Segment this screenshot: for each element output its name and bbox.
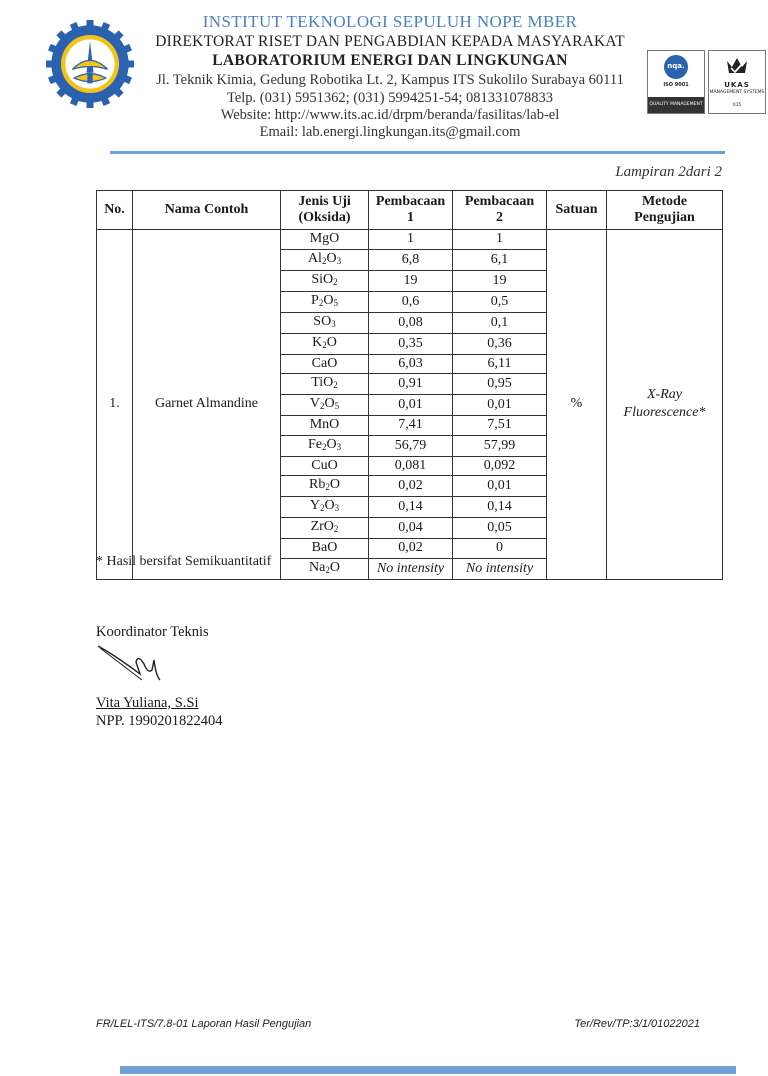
- phone: Telp. (031) 5951362; (031) 5994251-54; 081331078833: [226, 90, 553, 106]
- header-reading-1: Pembacaan 1: [369, 191, 453, 230]
- oxide-cell: BaO: [281, 539, 369, 559]
- oxide-cell: SiO$_2$: [281, 270, 369, 291]
- reading-1-cell: 7,41: [369, 416, 453, 436]
- reading-1-cell: 56,79: [369, 435, 453, 456]
- reading-2-cell: 0,14: [453, 497, 547, 518]
- header-divider: [110, 151, 725, 154]
- nqa-caption: QUALITY MANAGEMENT: [649, 102, 703, 107]
- reading-2-cell: 7,51: [453, 416, 547, 436]
- footnote: * Hasil bersifat Semikuantitatif: [96, 554, 272, 569]
- footer-form-code: FR/LEL-ITS/7.8-01 Laporan Hasil Pengujian: [96, 1018, 312, 1030]
- reading-2-cell: 57,99: [453, 435, 547, 456]
- ukas-badge: [708, 50, 766, 114]
- oxide-cell: $Al_2O_3$: [281, 249, 369, 270]
- oxide-cell: $Fe_2O_3$: [281, 435, 369, 456]
- reading-1-cell: 0,02: [369, 539, 453, 559]
- reading-2-cell: 1: [453, 230, 547, 250]
- table-row: [97, 230, 723, 250]
- signatory-npp: NPP. 1990201822404: [96, 713, 223, 729]
- address: Jl. Teknik Kimia, Gedung Robotika Lt. 2, Kampus ITS Sukolilo Surabaya 60111: [156, 72, 624, 88]
- reading-2-cell: 0: [453, 539, 547, 559]
- nqa-badge: [647, 50, 705, 114]
- oxide-cell: MgO: [281, 230, 369, 250]
- unit-cell: %: [547, 230, 607, 580]
- nqa-logo-text: nqa.: [667, 62, 685, 70]
- signatory-name: Vita Yuliana, S.Si: [96, 695, 199, 711]
- lab-name: LABORATORIUM ENERGI DAN LINGKUNGAN: [212, 52, 568, 69]
- reading-2-cell: 0,1: [453, 312, 547, 333]
- reading-1-cell: 0,6: [369, 291, 453, 312]
- oxide-cell: MnO: [281, 416, 369, 436]
- reading-2-cell: 0,01: [453, 476, 547, 497]
- reading-1-cell: 0,01: [369, 395, 453, 416]
- crown-icon: [709, 53, 765, 79]
- header-test: Jenis Uji (Oksida): [281, 191, 369, 230]
- its-logo-icon: [46, 20, 134, 108]
- header-reading-2: Pembacaan 2: [453, 191, 547, 230]
- row-number: 1.: [97, 230, 133, 580]
- reading-2-cell: 0,5: [453, 291, 547, 312]
- results-table: [96, 190, 723, 580]
- reading-1-cell: 0,35: [369, 333, 453, 354]
- reading-1-cell: 19: [369, 270, 453, 291]
- reading-2-cell: No intensity: [453, 558, 547, 579]
- oxide-cell: $Na_2O$: [281, 558, 369, 579]
- method-cell: X-Ray Fluorescence*: [607, 230, 723, 580]
- ukas-caption: MANAGEMENT SYSTEMS: [709, 90, 765, 95]
- footer-revision: Ter/Rev/TP:3/1/01022021: [574, 1018, 700, 1030]
- reading-1-cell: 1: [369, 230, 453, 250]
- header-sample: Nama Contoh: [133, 191, 281, 230]
- oxide-cell: $Rb_2O$: [281, 476, 369, 497]
- institute-name: INSTITUT TEKNOLOGI SEPULUH NOPE MBER: [202, 12, 578, 31]
- nqa-standard: ISO 9001: [663, 82, 689, 88]
- oxide-cell: $V_2O_5$: [281, 395, 369, 416]
- oxide-cell: $P_2O_5$: [281, 291, 369, 312]
- ukas-logo-text: UKAS: [724, 81, 750, 89]
- oxide-cell: CaO: [281, 354, 369, 374]
- signatory-title: Koordinator Teknis: [96, 624, 209, 640]
- reading-2-cell: 6,11: [453, 354, 547, 374]
- reading-1-cell: 0,91: [369, 374, 453, 395]
- directorate-name: DIREKTORAT RISET DAN PENGABDIAN KEPADA MASYARAKAT: [155, 33, 625, 50]
- reading-2-cell: 0,01: [453, 395, 547, 416]
- reading-1-cell: 0,14: [369, 497, 453, 518]
- oxide-cell: $K_2O$: [281, 333, 369, 354]
- oxide-cell: $SO_3$: [281, 312, 369, 333]
- footer-bar: [120, 1066, 736, 1074]
- ukas-number: 015: [732, 103, 742, 108]
- oxide-cell: ZrO$_2$: [281, 518, 369, 539]
- oxide-cell: TiO$_2$: [281, 374, 369, 395]
- email: Email: lab.energi.lingkungan.its@gmail.com: [259, 124, 521, 140]
- oxide-cell: CuO: [281, 456, 369, 476]
- signature-image: [96, 640, 176, 686]
- header-unit: Satuan: [547, 191, 607, 230]
- reading-2-cell: 0,092: [453, 456, 547, 476]
- oxide-cell: $Y_2O_3$: [281, 497, 369, 518]
- page-reference: Lampiran 2dari 2: [615, 164, 722, 180]
- reading-2-cell: 19: [453, 270, 547, 291]
- reading-1-cell: 0,08: [369, 312, 453, 333]
- table-header-row: [97, 191, 723, 230]
- reading-1-cell: 6,8: [369, 249, 453, 270]
- website: Website: http://www.its.ac.id/drpm/beranda/fasilitas/lab-el: [220, 107, 560, 123]
- reading-1-cell: No intensity: [369, 558, 453, 579]
- reading-1-cell: 6,03: [369, 354, 453, 374]
- reading-2-cell: 0,95: [453, 374, 547, 395]
- header-method: Metode Pengujian: [607, 191, 723, 230]
- header-no: No.: [97, 191, 133, 230]
- sample-name: Garnet Almandine: [133, 230, 281, 580]
- reading-1-cell: 0,04: [369, 518, 453, 539]
- reading-2-cell: 0,05: [453, 518, 547, 539]
- reading-1-cell: 0,02: [369, 476, 453, 497]
- reading-1-cell: 0,081: [369, 456, 453, 476]
- reading-2-cell: 0,36: [453, 333, 547, 354]
- reading-2-cell: 6,1: [453, 249, 547, 270]
